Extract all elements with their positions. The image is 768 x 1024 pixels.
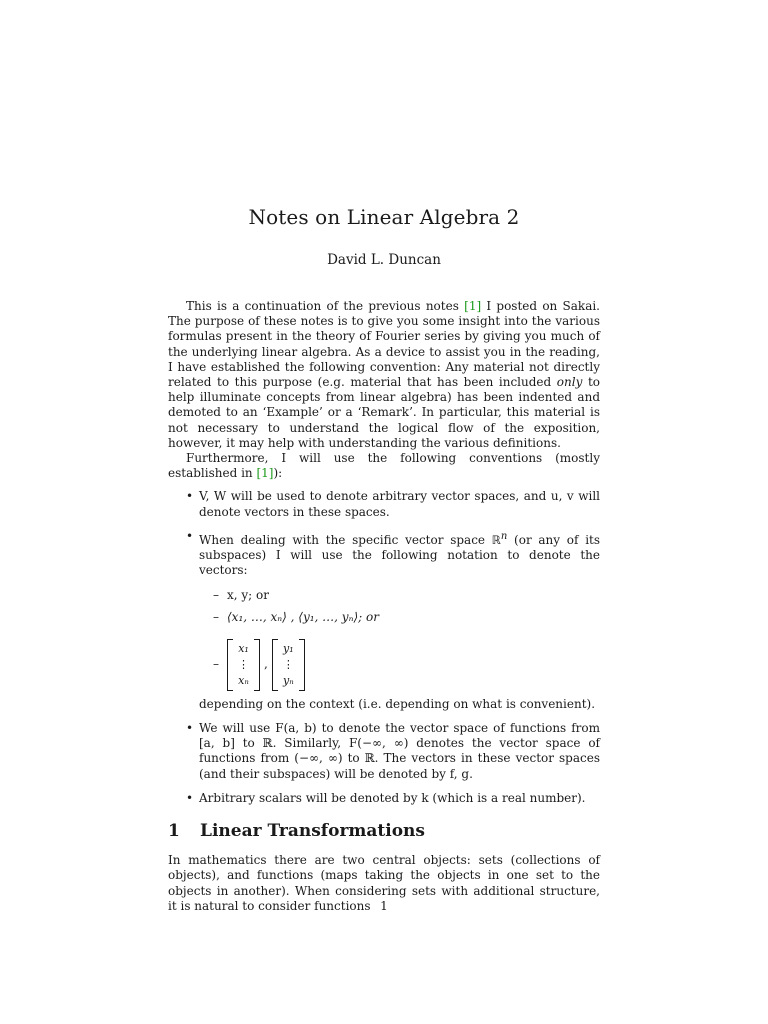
list-item-text: depending on the context (i.e. depending on what is convenient). <box>199 696 596 711</box>
conventions-text: ): <box>273 466 283 481</box>
list-item <box>168 721 600 782</box>
column-vector-y <box>272 639 305 691</box>
sublist-item <box>199 588 600 603</box>
conventions-paragraph <box>168 451 600 481</box>
section-paragraph: In mathematics there are two central objects: sets (collections of objects), and functions (maps taking the objects in one set to the objects in another). When considering sets with additional structure, it is natural to consider functions <box>168 853 600 913</box>
reals-symbol: ℝ <box>491 532 501 547</box>
intro-paragraph <box>168 299 600 451</box>
notation-sublist <box>199 588 600 690</box>
dash-marker: – <box>213 609 219 624</box>
column-vectors <box>227 639 305 691</box>
section-number: 1 <box>168 821 180 842</box>
list-item <box>168 791 600 806</box>
dash-marker: – <box>213 588 219 603</box>
vector-entry: xₙ <box>238 673 249 687</box>
vdots: ⋮ <box>282 657 294 671</box>
column-vector-x <box>227 639 260 691</box>
vector-entry: yₙ <box>282 673 294 687</box>
dash-marker: – <box>213 656 219 671</box>
conventions-text: Furthermore, I will use the following conventions (mostly established in <box>168 451 600 481</box>
page-number: 1 <box>380 899 388 913</box>
separator-comma: , <box>264 657 268 672</box>
emphasis-only: only <box>556 375 583 390</box>
sublist-item <box>199 631 600 691</box>
intro-text: I posted on Sakai. The purpose of these notes is to give you some insight into the various formulas present in the theory of Fourier series by giving you much of the underlying linear algebra. As a device to assist you in the reading, I have established the following convention: Any material not directly related to this purpose (e.g. material that has been included <box>168 299 601 390</box>
sublist-text: ⟨x₁, …, xₙ⟩ , ⟨y₁, …, yₙ⟩; or <box>227 609 379 624</box>
list-item-text: We will use F(a, b) to denote the vector space of functions from [a, b] to ℝ. Similarly, F(−∞, ∞) denotes the vector space of functions from (−∞, ∞) to ℝ. The vectors in these vector spaces (and their subspaces) will be denoted by f, g. <box>199 721 600 781</box>
conventions-list <box>168 489 600 806</box>
list-item-text: V, W will be used to denote arbitrary vector spaces, and u, v will denote vectors in these spaces. <box>199 489 600 519</box>
document-body <box>168 299 600 914</box>
intro-text: This is a continuation of the previous notes <box>186 299 465 313</box>
vdots: ⋮ <box>238 657 249 671</box>
document-title: Notes on Linear Algebra 2 <box>248 205 520 229</box>
exponent: n <box>500 530 508 542</box>
citation-link[interactable]: [1] <box>464 299 482 313</box>
list-item-text: Arbitrary scalars will be denoted by k (which is a real number). <box>199 790 586 805</box>
section-title: Linear Transformations <box>200 821 425 842</box>
section-heading <box>168 821 600 842</box>
sublist-item <box>199 610 600 625</box>
vector-entry: x₁ <box>238 641 249 655</box>
author-name: David L. Duncan <box>327 252 441 268</box>
citation-link[interactable]: [1] <box>256 466 274 481</box>
intro-text: to help illuminate concepts from linear algebra) has been indented and demoted to an ‘Example’ or a ‘Remark’. In particular, this material is not necessary to understand the logical flow of the exposition, however, it may help with understanding the various definitions. <box>168 375 600 450</box>
list-item <box>168 489 600 519</box>
list-item <box>168 529 600 712</box>
list-item-text: (or any of its subspaces) I will use the following notation to denote the vectors: <box>199 532 601 578</box>
vector-entry: y₁ <box>283 641 294 655</box>
list-item-text: When dealing with the specific vector space <box>199 532 492 547</box>
sublist-text: x, y; or <box>227 588 269 603</box>
